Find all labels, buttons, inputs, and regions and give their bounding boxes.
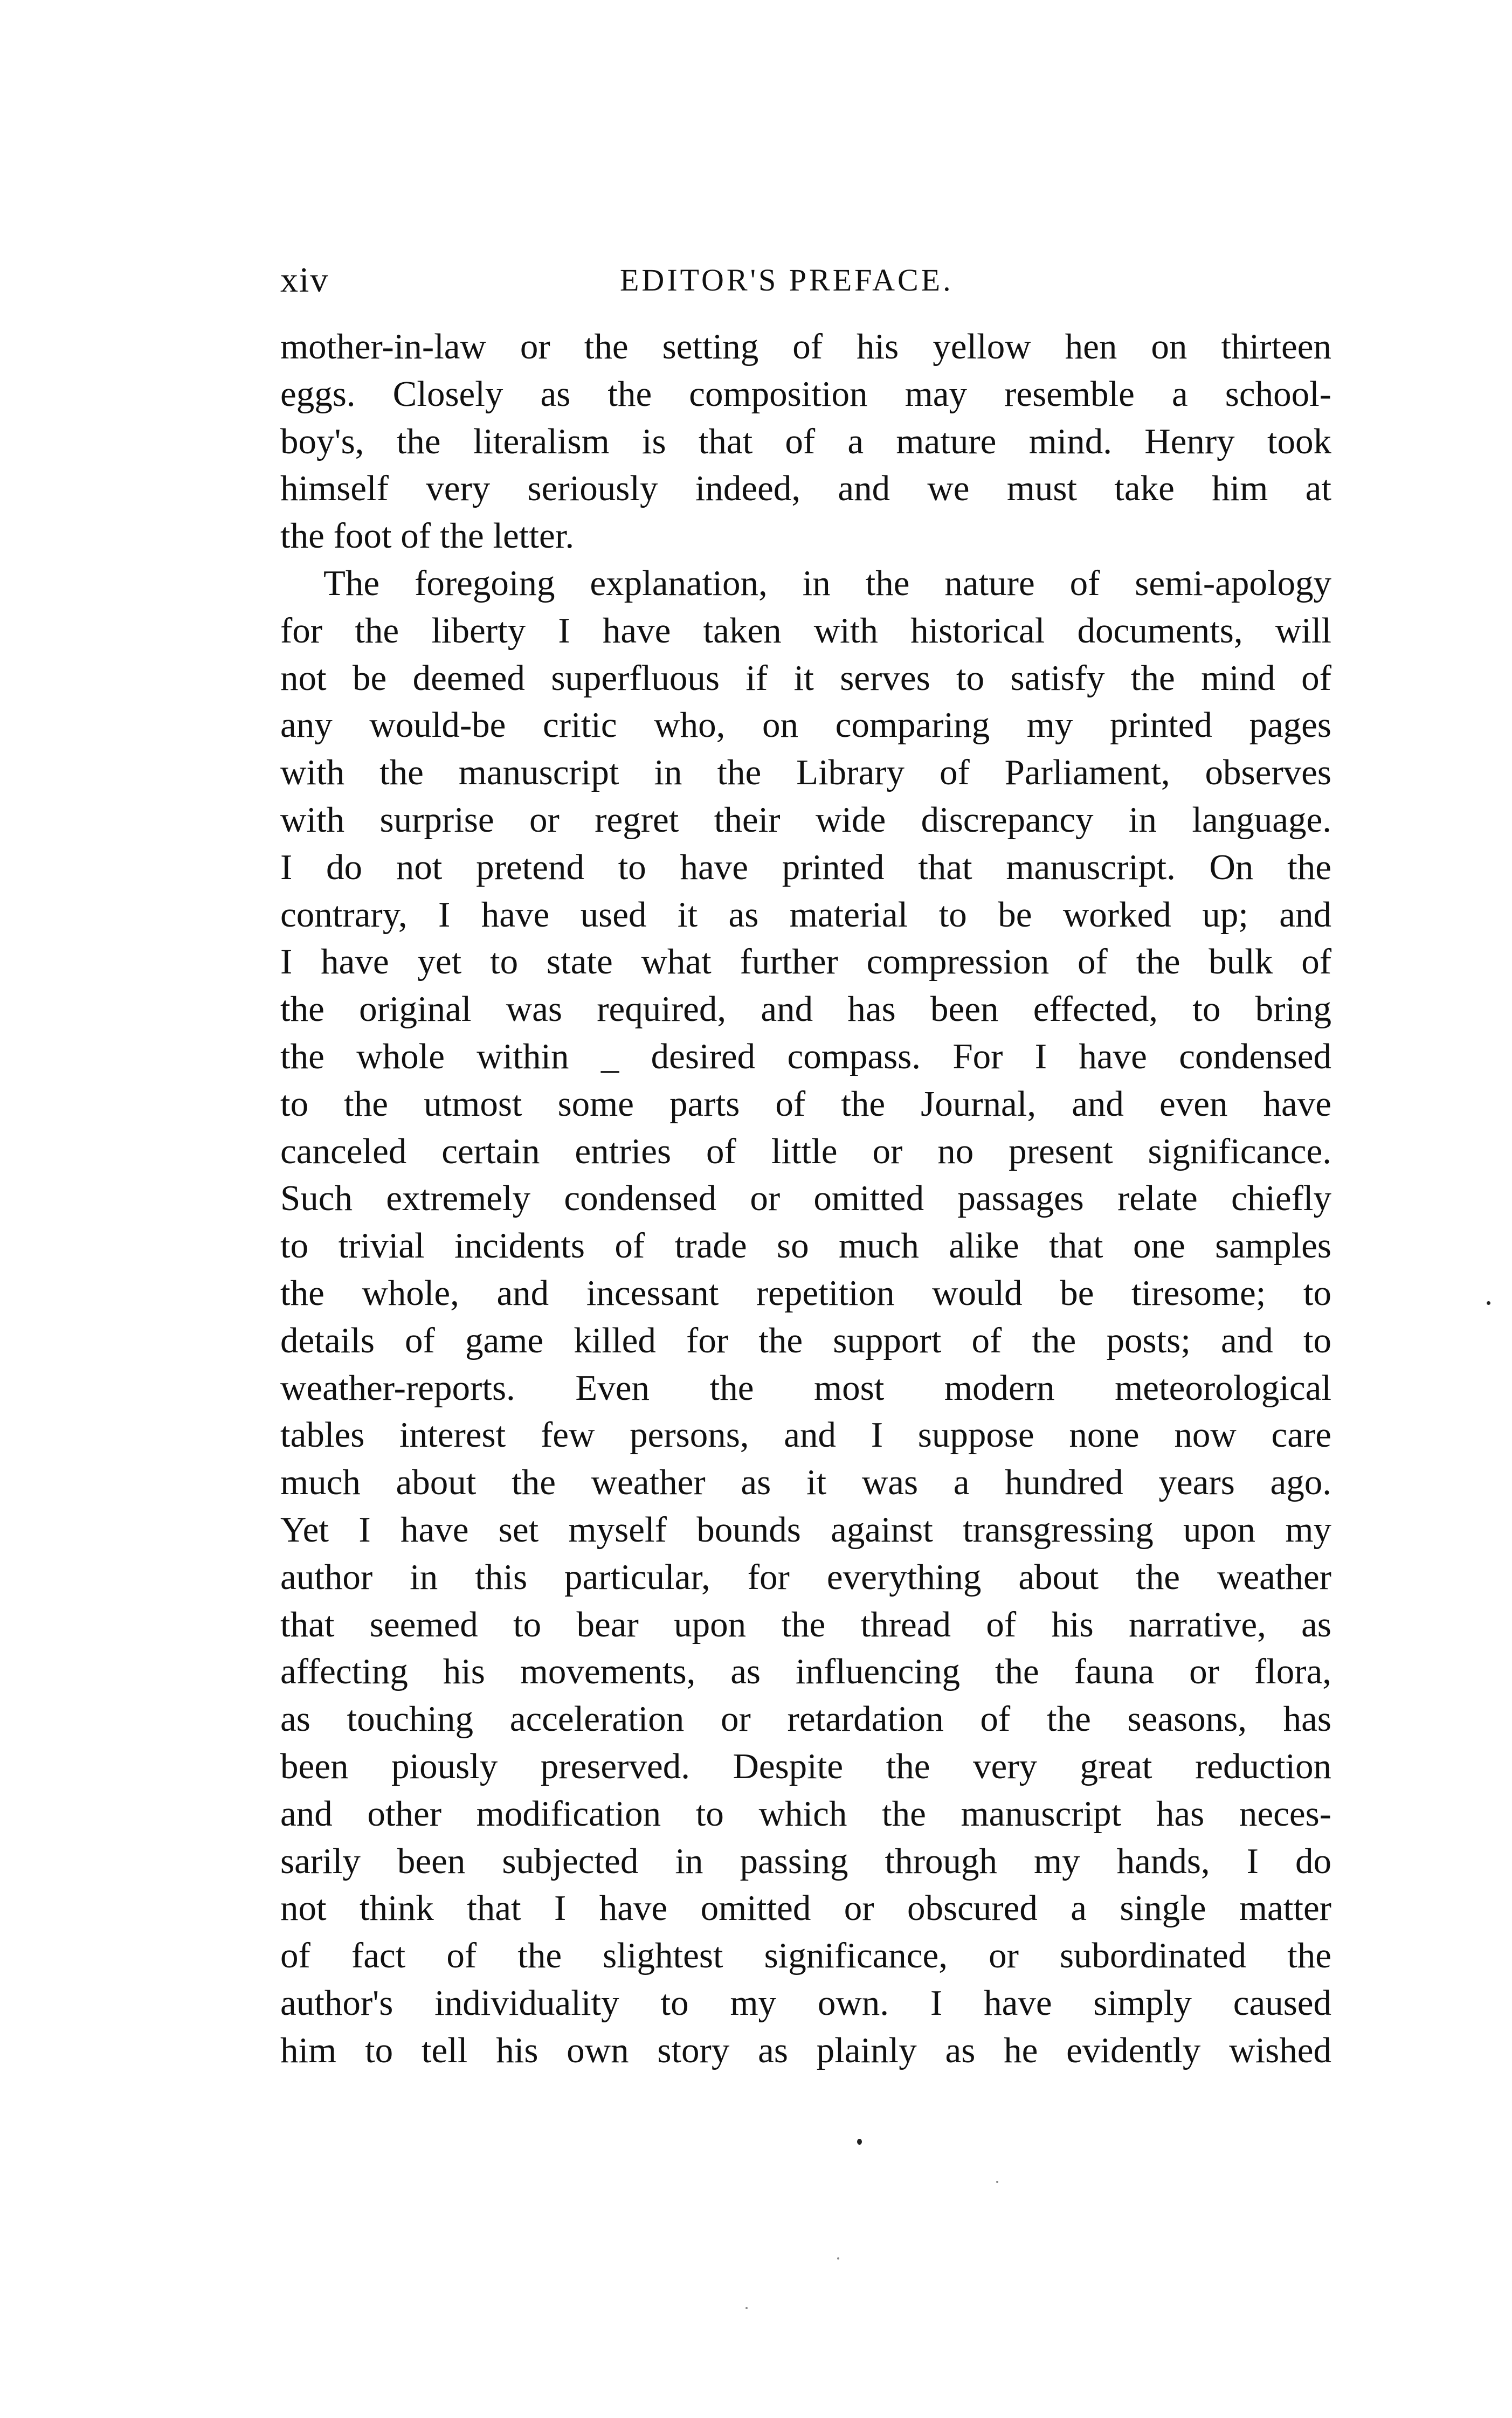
text-line: sarily been subjected in passing through my hands, I do	[280, 1841, 1331, 1881]
text-line: eggs. Closely as the composition may resemble a school-	[280, 374, 1331, 414]
print-speck	[857, 2139, 862, 2145]
text-line: any would-be critic who, on comparing my printed pages	[280, 705, 1331, 745]
text-line: as touching acceleration or retardation of the seasons, has	[280, 1699, 1331, 1739]
page-header	[280, 259, 1358, 302]
text-line: the original was required, and has been effected, to bring	[280, 989, 1331, 1030]
print-speck	[837, 2257, 839, 2260]
text-line: tables interest few persons, and I suppose none now care	[280, 1415, 1331, 1455]
text-line: contrary, I have used it as material to be worked up; and	[280, 894, 1331, 935]
text-line: not be deemed superfluous if it serves to satisfy the mind of	[280, 658, 1331, 698]
text-line: The foregoing explanation, in the nature of semi-apology	[323, 563, 1331, 603]
text-line: of fact of the slightest significance, or subordinated the	[280, 1936, 1331, 1976]
text-line: I have yet to state what further compression of the bulk of	[280, 942, 1331, 982]
text-line: mother-in-law or the setting of his yellow hen on thirteen	[280, 327, 1331, 367]
page-number: xiv	[280, 260, 329, 300]
text-line: the whole, and incessant repetition would be tiresome; to	[280, 1273, 1331, 1313]
text-line: to trivial incidents of trade so much alike that one samples	[280, 1226, 1331, 1266]
text-line: weather-reports. Even the most modern meteorological	[280, 1367, 1331, 1408]
text-line: I do not pretend to have printed that manuscript. On the	[280, 847, 1331, 887]
text-line: with surprise or regret their wide discrepancy in language.	[280, 799, 1331, 840]
text-line: for the liberty I have taken with historical documents, will	[280, 610, 1331, 651]
text-line: canceled certain entries of little or no present significance.	[280, 1131, 1331, 1171]
print-speck	[745, 2307, 748, 2309]
print-speck	[1487, 1301, 1490, 1305]
body-text	[280, 323, 1331, 2074]
text-line: the foot of the letter.	[280, 516, 575, 556]
text-line: boy's, the literalism is that of a mature mind. Henry took	[280, 421, 1331, 461]
text-line: that seemed to bear upon the thread of his narrative, as	[280, 1604, 1331, 1645]
text-line: himself very seriously indeed, and we must take him at	[280, 468, 1331, 509]
text-line: much about the weather as it was a hundred years ago.	[280, 1462, 1331, 1503]
text-line: been piously preserved. Despite the very great reduction	[280, 1746, 1331, 1786]
text-line: author in this particular, for everything about the weather	[280, 1557, 1331, 1597]
text-line: affecting his movements, as influencing the fauna or flora,	[280, 1652, 1331, 1692]
text-line: with the manuscript in the Library of Parliament, observes	[280, 752, 1331, 793]
text-line: to the utmost some parts of the Journal, and even have	[280, 1083, 1331, 1124]
text-line: Yet I have set myself bounds against transgressing upon my	[280, 1509, 1331, 1550]
text-line: not think that I have omitted or obscured a single matter	[280, 1888, 1331, 1929]
text-line: the whole within _ desired compass. For I have condensed	[280, 1036, 1331, 1076]
text-line: details of game killed for the support of the posts; and to	[280, 1320, 1331, 1360]
text-line: author's individuality to my own. I have simply caused	[280, 1982, 1331, 2023]
print-speck	[996, 2181, 998, 2183]
running-head: EDITOR'S PREFACE.	[620, 262, 954, 298]
text-line: him to tell his own story as plainly as he evidently wished	[280, 2030, 1331, 2070]
text-line: and other modification to which the manuscript has neces-	[280, 1793, 1331, 1834]
text-line: Such extremely condensed or omitted passages relate chiefly	[280, 1178, 1331, 1219]
